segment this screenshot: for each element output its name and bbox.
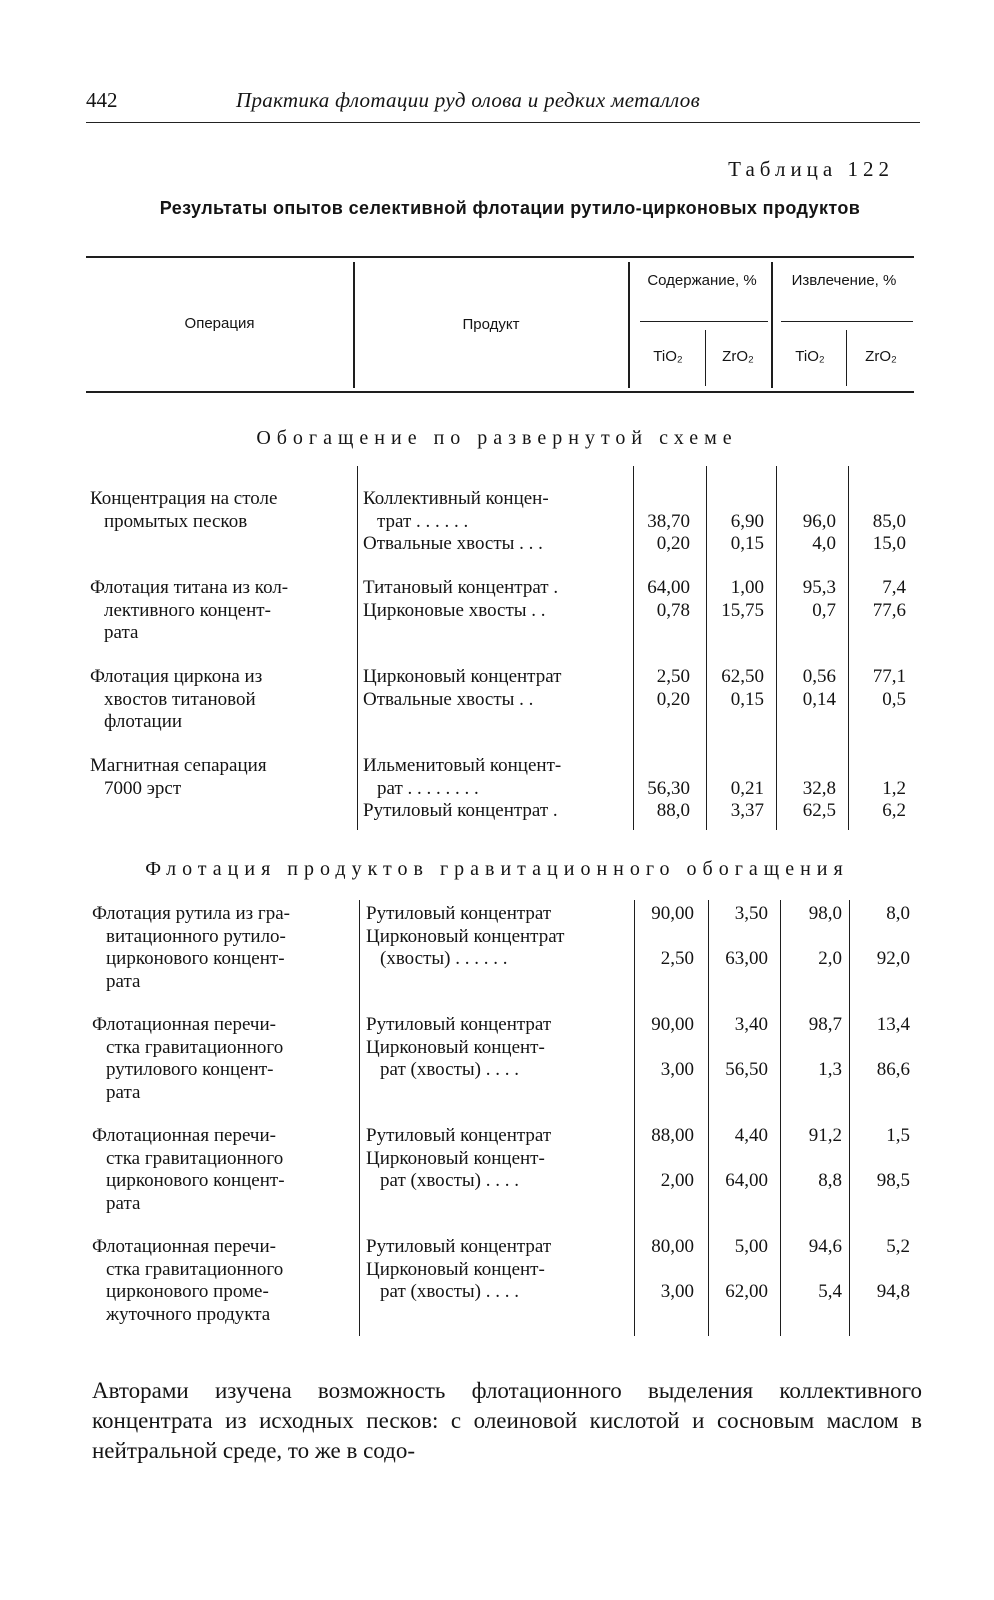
product-line: Рутиловый концентрат xyxy=(366,1014,552,1035)
value-cell: 0,56 xyxy=(802,666,836,687)
running-head xyxy=(86,88,920,123)
product-line: (хвосты) . . . . . . xyxy=(380,948,508,969)
operation-line: флотации xyxy=(104,711,183,732)
product-line: Отвальные хвосты . . xyxy=(363,688,534,710)
value-cell: 5,2 xyxy=(886,1236,910,1257)
operation-line: цирконового концент- xyxy=(106,948,285,969)
value-cell: 64,00 xyxy=(725,1170,768,1191)
header-content-zro2: ZrO₂ xyxy=(722,348,754,365)
value-cell: 1,5 xyxy=(886,1125,910,1146)
body-rule-s1-col5 xyxy=(848,466,849,830)
product-line: Рутиловый концентрат xyxy=(366,1236,552,1257)
product-line: Цирконовые хвосты . . xyxy=(363,599,546,621)
value-cell: 96,0 xyxy=(802,510,836,532)
operation-line: цирконового проме- xyxy=(106,1281,269,1302)
operation-line: Флотационная перечи- xyxy=(92,1014,276,1035)
value-cell: 2,50 xyxy=(660,948,694,969)
header-top-rule xyxy=(86,256,914,258)
operation-line: лективного концент- xyxy=(104,599,271,621)
value-cell: 3,50 xyxy=(734,903,768,924)
value-cell: 13,4 xyxy=(876,1014,910,1035)
product-line: трат . . . . . . xyxy=(377,510,469,532)
value-cell: 77,6 xyxy=(872,599,906,621)
value-cell: 0,20 xyxy=(656,533,690,554)
value-cell: 6,2 xyxy=(882,800,906,821)
value-cell: 5,00 xyxy=(734,1236,768,1257)
value-cell: 56,50 xyxy=(725,1059,768,1080)
value-cell: 98,7 xyxy=(808,1014,842,1035)
value-cell: 62,50 xyxy=(721,666,764,687)
header-recovery: Извлечение, % xyxy=(791,272,897,289)
product-line: рат (хвосты) . . . . xyxy=(380,1059,519,1080)
operation-line: Флотация титана из кол- xyxy=(90,577,289,598)
body-rule-s2-col4 xyxy=(780,900,781,1336)
body-rule-s1-col1 xyxy=(357,466,358,830)
value-cell: 86,6 xyxy=(876,1059,910,1080)
operation-line: рата xyxy=(104,622,139,643)
value-cell: 94,8 xyxy=(876,1281,910,1302)
value-cell: 1,00 xyxy=(730,577,764,598)
operation-line: цирконового концент- xyxy=(106,1170,285,1191)
value-cell: 0,5 xyxy=(882,688,906,710)
value-cell: 0,15 xyxy=(730,533,764,554)
value-cell: 15,75 xyxy=(721,599,764,621)
header-divider-3 xyxy=(771,262,773,388)
product-line: рат . . . . . . . . xyxy=(377,777,479,799)
product-line: Рутиловый концентрат xyxy=(366,1125,552,1146)
product-line: Отвальные хвосты . . . xyxy=(363,533,543,554)
table-caption: Результаты опытов селективной флотации рутило-цирконовых продуктов xyxy=(159,198,861,218)
value-cell: 5,4 xyxy=(818,1281,842,1302)
product-line: Цирконовый концентрат xyxy=(366,925,565,947)
value-cell: 1,2 xyxy=(882,777,906,799)
value-cell: 92,0 xyxy=(876,948,910,969)
header-recovery-zro2: ZrO₂ xyxy=(865,348,897,365)
product-line: рат (хвосты) . . . . xyxy=(380,1170,519,1191)
body-rule-s2-col1 xyxy=(359,900,360,1336)
operation-line: жуточного продукта xyxy=(106,1303,271,1325)
operation-line: промытых песков xyxy=(104,510,248,532)
product-line: Цирконовый концентрат xyxy=(363,666,562,687)
value-cell: 0,20 xyxy=(656,688,690,710)
operation-line: хвостов титановой xyxy=(104,688,256,710)
operation-line: рата xyxy=(106,1192,141,1214)
operation-line: Магнитная сепарация xyxy=(90,755,267,776)
operation-line: стка гравитационного xyxy=(106,1147,284,1169)
operation-line: стка гравитационного xyxy=(106,1258,284,1280)
value-cell: 88,0 xyxy=(656,800,690,821)
value-cell: 63,00 xyxy=(725,948,768,969)
operation-line: стка гравитационного xyxy=(106,1036,284,1058)
value-cell: 2,0 xyxy=(818,948,842,969)
body-rule-s1-col2 xyxy=(633,466,634,830)
value-cell: 90,00 xyxy=(651,903,694,924)
page-number: 442 xyxy=(86,88,118,112)
operation-line: рутилового концент- xyxy=(106,1059,274,1080)
value-cell: 91,2 xyxy=(808,1125,842,1146)
value-cell: 80,00 xyxy=(651,1236,694,1257)
value-cell: 3,37 xyxy=(730,800,764,821)
product-line: рат (хвосты) . . . . xyxy=(380,1281,519,1302)
value-cell: 0,21 xyxy=(730,777,764,799)
value-cell: 4,40 xyxy=(734,1125,768,1146)
value-cell: 0,7 xyxy=(812,599,836,621)
header-bottom-rule xyxy=(86,391,914,393)
operation-line: Флотационная перечи- xyxy=(92,1125,276,1146)
value-cell: 62,5 xyxy=(802,800,836,821)
value-cell: 6,90 xyxy=(730,510,764,532)
value-cell: 2,50 xyxy=(656,666,690,687)
operation-line: витационного рутило- xyxy=(106,925,286,947)
value-cell: 64,00 xyxy=(647,577,690,598)
product-line: Титановый концентрат . xyxy=(363,577,559,598)
value-cell: 90,00 xyxy=(651,1014,694,1035)
product-line: Рутиловый концентрат . xyxy=(363,800,558,821)
body-rule-s2-col3 xyxy=(708,900,709,1336)
operation-line: рата xyxy=(106,1081,141,1103)
value-cell: 94,6 xyxy=(808,1236,842,1257)
value-cell: 56,30 xyxy=(647,777,690,799)
product-line: Коллективный концен- xyxy=(363,488,549,509)
running-title: Практика флотации руд олова и редких металлов xyxy=(236,88,700,112)
value-cell: 3,40 xyxy=(734,1014,768,1035)
header-content: Содержание, % xyxy=(647,272,757,289)
value-cell: 77,1 xyxy=(872,666,906,687)
value-cell: 85,0 xyxy=(872,510,906,532)
table-label: Таблица 122 xyxy=(728,157,894,181)
value-cell: 3,00 xyxy=(660,1281,694,1302)
body-rule-s2-col5 xyxy=(849,900,850,1336)
value-cell: 0,14 xyxy=(802,688,836,710)
value-cell: 38,70 xyxy=(647,510,690,532)
product-line: Цирконовый концент- xyxy=(366,1147,545,1169)
header-content-tio2: TiO₂ xyxy=(653,348,683,365)
value-cell: 95,3 xyxy=(802,577,836,598)
operation-line: Флотационная перечи- xyxy=(92,1236,276,1257)
value-cell: 88,00 xyxy=(651,1125,694,1146)
header-subrule-recovery xyxy=(781,321,913,322)
value-cell: 15,0 xyxy=(872,533,906,554)
product-line: Ильменитовый концент- xyxy=(363,755,562,776)
section-title-2: Флотация продуктов гравитационного обогащения xyxy=(145,858,849,880)
value-cell: 8,0 xyxy=(886,903,910,924)
value-cell: 98,5 xyxy=(876,1170,910,1191)
body-rule-s1-col4 xyxy=(776,466,777,830)
value-cell: 7,4 xyxy=(882,577,906,598)
value-cell: 4,0 xyxy=(812,533,836,554)
product-line: Цирконовый концент- xyxy=(366,1036,545,1058)
header-subrule-content xyxy=(640,321,768,322)
operation-line: Концентрация на столе xyxy=(90,488,278,509)
value-cell: 62,00 xyxy=(725,1281,768,1302)
section-title-1: Обогащение по развернутой схеме xyxy=(256,427,738,449)
value-cell: 3,00 xyxy=(660,1059,694,1080)
operation-line: Флотация рутила из гра- xyxy=(92,903,290,924)
operation-line: рата xyxy=(106,970,141,992)
header-operation: Операция xyxy=(184,315,255,332)
value-cell: 0,15 xyxy=(730,688,764,710)
body-rule-s2-col2 xyxy=(634,900,635,1336)
operation-line: 7000 эрст xyxy=(104,777,182,799)
product-line: Рутиловый концентрат xyxy=(366,903,552,924)
value-cell: 0,78 xyxy=(656,599,690,621)
product-line: Цирконовый концент- xyxy=(366,1258,545,1280)
value-cell: 2,00 xyxy=(660,1170,694,1191)
value-cell: 32,8 xyxy=(802,777,836,799)
header-subdivider-recovery xyxy=(846,330,847,386)
body-rule-s1-col3 xyxy=(706,466,707,830)
body-paragraph: Авторами изучена возможность флотационного выделения коллективного концентрата из исходных песков: с олеиновой кислотой и сосновым маслом в нейтральной среде, то же в содо- xyxy=(92,1378,922,1463)
value-cell: 1,3 xyxy=(818,1059,842,1080)
value-cell: 98,0 xyxy=(808,903,842,924)
value-cell: 8,8 xyxy=(818,1170,842,1191)
header-divider-2 xyxy=(628,262,630,388)
header-recovery-tio2: TiO₂ xyxy=(795,348,825,365)
header-product: Продукт xyxy=(462,316,520,333)
operation-line: Флотация циркона из xyxy=(90,666,263,687)
